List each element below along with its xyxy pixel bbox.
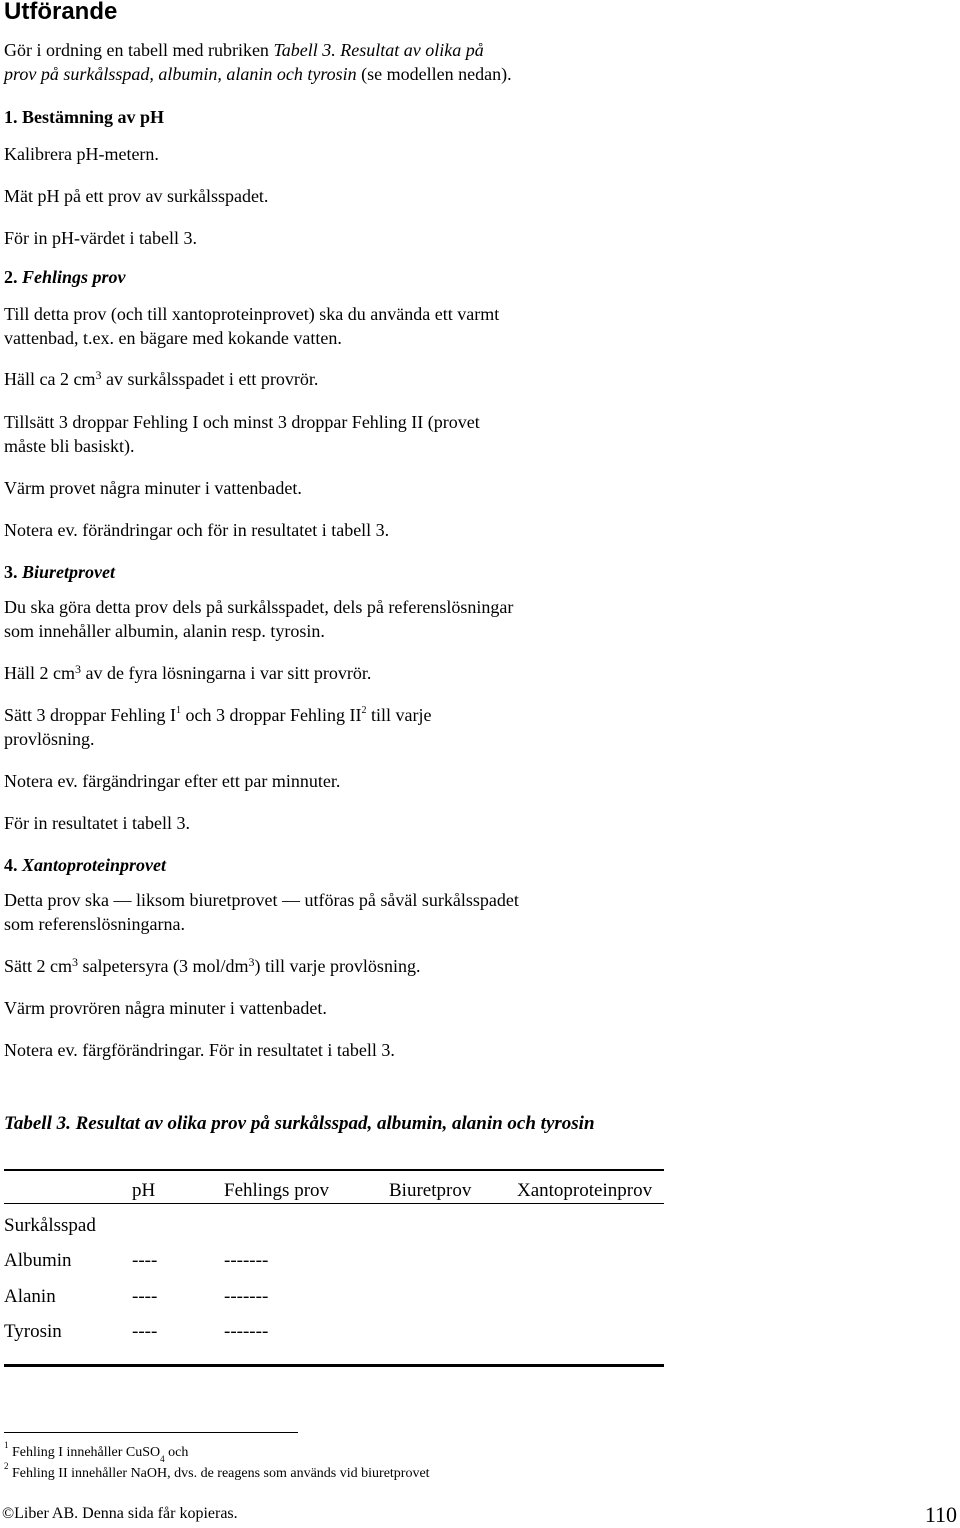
s2-paragraph: vattenbad, t.ex. en bägare med kokande vatten. [4, 328, 342, 348]
table-row-label: Surkålsspad [4, 1215, 96, 1236]
table-cell: ---- [132, 1250, 158, 1271]
table-caption [4, 1113, 595, 1135]
intro-line-1 [4, 38, 484, 62]
superscript: 3 [95, 368, 102, 382]
section-4-title [4, 853, 166, 877]
footnote-text: Fehling I innehåller CuSO [8, 1445, 161, 1460]
footnote-2 [4, 1461, 430, 1482]
table-row-label: Albumin [4, 1250, 72, 1271]
section-3-title [4, 560, 115, 584]
table-cell: ------- [224, 1286, 269, 1307]
s4-paragraph: Värm provrören några minuter i vattenbadet. [4, 998, 327, 1018]
table-cell: ---- [132, 1321, 158, 1342]
text: av de fyra lösningarna i var sitt provrör. [80, 663, 372, 683]
subscript: 4 [160, 1454, 165, 1464]
table-column-header: Biuretprov [389, 1180, 472, 1201]
table-header-rule [4, 1203, 664, 1204]
section-2-title [4, 265, 126, 289]
footnote-text: Fehling II innehåller NaOH, dvs. de reagens som används vid biuretprovet [8, 1466, 430, 1481]
table-column-header: Fehlings prov [224, 1180, 330, 1201]
s3-paragraph: Du ska göra detta prov dels på surkålsspadet, dels på referenslösningar [4, 597, 514, 617]
section-4-name: Xantoproteinprovet [22, 855, 167, 875]
text: Häll 2 cm [4, 663, 75, 683]
table-row-label: Tyrosin [4, 1321, 62, 1342]
intro-table-title-cont: prov på surkålsspad, albumin, alanin och tyrosin [4, 64, 357, 84]
s2-paragraph [4, 367, 318, 391]
s1-paragraph: För in pH-värdet i tabell 3. [4, 228, 197, 248]
section-3-number: 3. [4, 562, 22, 582]
section-4-number: 4. [4, 855, 22, 875]
page-number: 110 [924, 1502, 957, 1527]
copyright-notice: ©Liber AB. Denna sida får kopieras. [2, 1505, 238, 1522]
footnote-1 [4, 1440, 189, 1464]
s3-paragraph: Notera ev. färgändringar efter ett par minnuter. [4, 771, 341, 791]
footnote-separator [4, 1432, 298, 1433]
text: och 3 droppar Fehling II [180, 705, 362, 725]
section-heading: Utförande [4, 0, 118, 25]
footnote-ref: 1 [175, 705, 181, 716]
table-top-rule [4, 1169, 664, 1171]
intro-text: Gör i ordning en tabell med rubriken [4, 40, 274, 60]
superscript: 3 [248, 955, 255, 969]
s4-paragraph [4, 954, 420, 978]
s4-paragraph: Detta prov ska — liksom biuretprovet — utföras på såväl surkålsspadet [4, 890, 519, 910]
s2-paragraph: Notera ev. förändringar och för in resultatet i tabell 3. [4, 520, 390, 540]
superscript: 3 [74, 662, 81, 676]
table-cell: ---- [132, 1286, 158, 1307]
table-cell: ------- [224, 1321, 269, 1342]
text: ) till varje provlösning. [254, 956, 421, 976]
table-cell: ------- [224, 1250, 269, 1271]
text: av surkålsspadet i ett provrör. [101, 369, 319, 389]
text: till varje [366, 705, 432, 725]
s1-paragraph: Kalibrera pH-metern. [4, 144, 159, 164]
table-bottom-rule [4, 1364, 664, 1367]
s2-paragraph: Värm provet några minuter i vattenbadet. [4, 478, 302, 498]
table-column-header: Xantoproteinprov [517, 1180, 653, 1201]
section-2-name: Fehlings prov [22, 267, 126, 287]
text: salpetersyra (3 mol/dm [78, 956, 249, 976]
s3-paragraph: provlösning. [4, 729, 95, 749]
section-3-name: Biuretprovet [22, 562, 115, 582]
section-1-title: 1. Bestämning av pH [4, 107, 165, 127]
text: Häll ca 2 cm [4, 369, 96, 389]
s1-paragraph: Mät pH på ett prov av surkålsspadet. [4, 186, 269, 206]
table-caption-number: Tabell 3. [4, 1113, 71, 1134]
footnote-number: 2 [4, 1461, 9, 1471]
footnote-number: 1 [4, 1440, 9, 1450]
s4-paragraph: som referenslösningarna. [4, 914, 185, 934]
superscript: 3 [72, 955, 78, 969]
table-row-label: Alanin [4, 1286, 56, 1307]
s3-paragraph: För in resultatet i tabell 3. [4, 813, 190, 833]
s2-paragraph: Tillsätt 3 droppar Fehling I och minst 3 droppar Fehling II (provet [4, 412, 480, 432]
s3-paragraph [4, 703, 431, 727]
intro-table-title: Tabell 3. Resultat av olika på [273, 40, 484, 60]
text: Sätt 3 droppar Fehling I [4, 705, 176, 725]
text: Sätt 2 cm [4, 956, 72, 976]
section-2-number: 2. [4, 267, 22, 287]
s4-paragraph: Notera ev. färgförändringar. För in resultatet i tabell 3. [4, 1040, 395, 1060]
table-caption-title: Resultat av olika prov på surkålsspad, albumin, alanin och tyrosin [70, 1113, 595, 1134]
s3-paragraph: som innehåller albumin, alanin resp. tyrosin. [4, 621, 325, 641]
table-column-header: pH [132, 1180, 156, 1201]
footnote-text: och [164, 1445, 189, 1460]
s3-paragraph [4, 661, 371, 685]
s2-paragraph: Till detta prov (och till xantoproteinprovet) ska du använda ett varmt [4, 304, 500, 324]
intro-text-cont: (se modellen nedan). [356, 64, 512, 84]
s2-paragraph: måste bli basiskt). [4, 436, 135, 456]
footnote-ref: 2 [361, 705, 367, 716]
intro-line-2 [4, 62, 512, 86]
